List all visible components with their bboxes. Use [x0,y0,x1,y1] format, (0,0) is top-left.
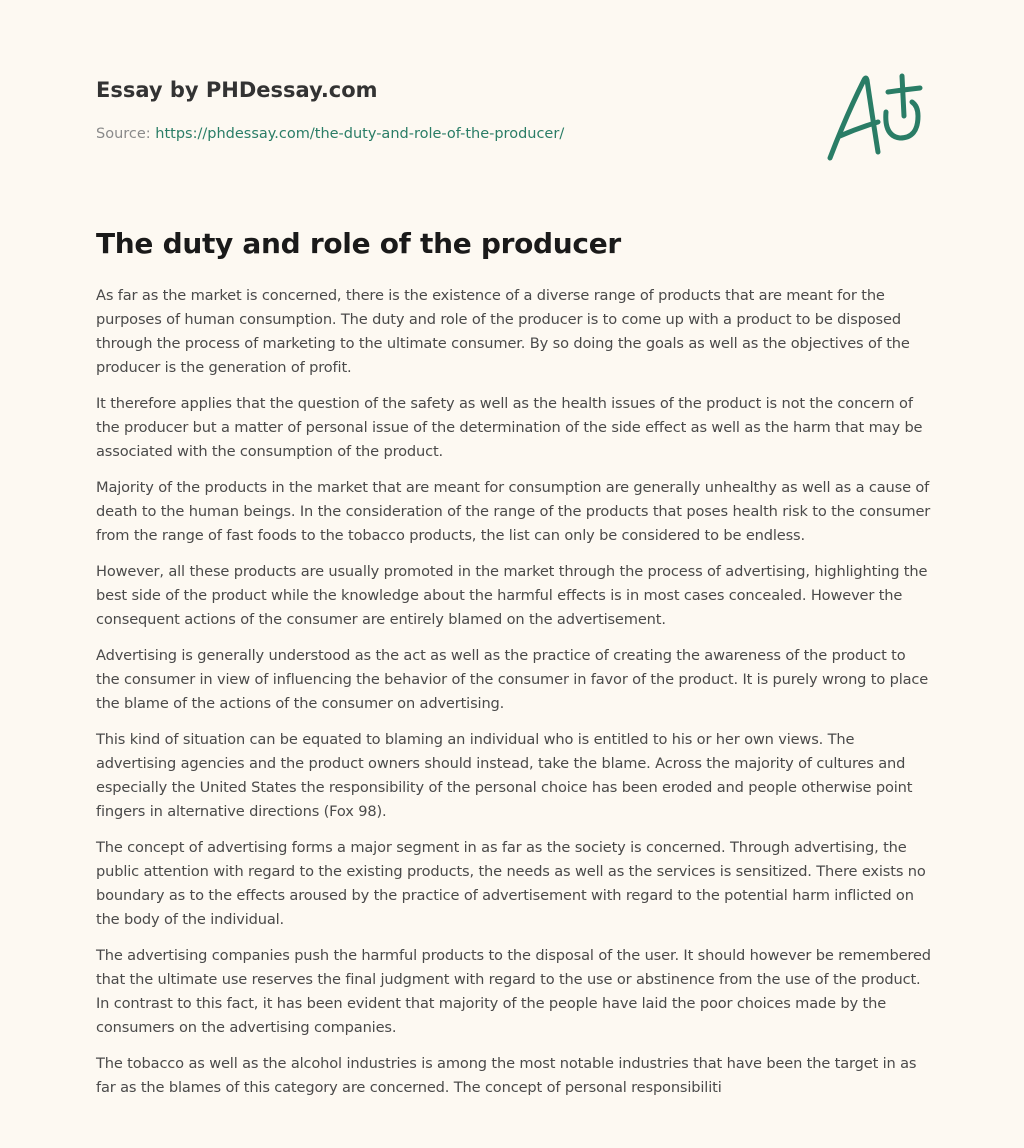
essay-body [96,284,932,1112]
paragraph: Advertising is generally understood as the act as well as the practice of creating the awareness of the product to the consumer in view of influencing the behavior of the consumer in favor of the product. It is purely wrong to place the blame of the actions of the consumer on advertising. [96,647,929,712]
paragraph: However, all these products are usually promoted in the market through the process of advertising, highlighting the best side of the product while the knowledge about the harmful effects is in most cases concealed. However the consequent actions of the consumer are entirely blamed on the advertisement. [96,563,928,628]
paragraph: As far as the market is concerned, there is the existence of a diverse range of products that are meant for the purposes of human consumption. The duty and role of the producer is to come up with a product to be disposed through the process of marketing to the ultimate consumer. By so doing the goals as well as the objectives of the producer is the generation of profit. [96,287,910,376]
header [96,76,796,144]
source-label: Source: [96,126,156,142]
essay-title: The duty and role of the producer [96,227,621,260]
paragraph: This kind of situation can be equated to blaming an individual who is entitled to his or her own views. The advertising agencies and the product owners should instead, take the blame. Across the majority of cultures and especially the United States the responsibility of the personal choice has been eroded and people otherwise point fingers in alternative directions (Fox 98). [96,731,913,820]
source-link[interactable]: https://phdessay.com/the-duty-and-role-of-the-producer/ [155,126,565,142]
a-plus-logo-icon [820,66,930,166]
brand-title: Essay by PHDessay.com [96,78,378,102]
paragraph: It therefore applies that the question of the safety as well as the health issues of the product is not the concern of the producer but a matter of personal issue of the determination of the side effect as well as the harm that may be associated with the consumption of the product. [96,395,923,460]
paragraph: The concept of advertising forms a major segment in as far as the society is concerned. Through advertising, the public attention with regard to the existing products, the needs as well as the services is sensitized. There exists no boundary as to the effects aroused by the practice of advertisement with regard to the potential harm inflicted on the body of the individual. [96,839,926,928]
paragraph: The tobacco as well as the alcohol industries is among the most notable industries that have been the target in as far as the blames of this category are concerned. The concept of personal responsibiliti [96,1055,917,1096]
paragraph: Majority of the products in the market that are meant for consumption are generally unhealthy as well as a cause of death to the human beings. In the consideration of the range of the products that poses health risk to the consumer from the range of fast foods to the tobacco products, the list can only be considered to be endless. [96,479,931,544]
paragraph: The advertising companies push the harmful products to the disposal of the user. It should however be remembered that the ultimate use reserves the final judgment with regard to the use or abstinence from the use of the product. In contrast to this fact, it has been evident that majority of the people have laid the poor choices made by the consumers on the advertising companies. [96,947,931,1036]
source-line [96,124,796,144]
